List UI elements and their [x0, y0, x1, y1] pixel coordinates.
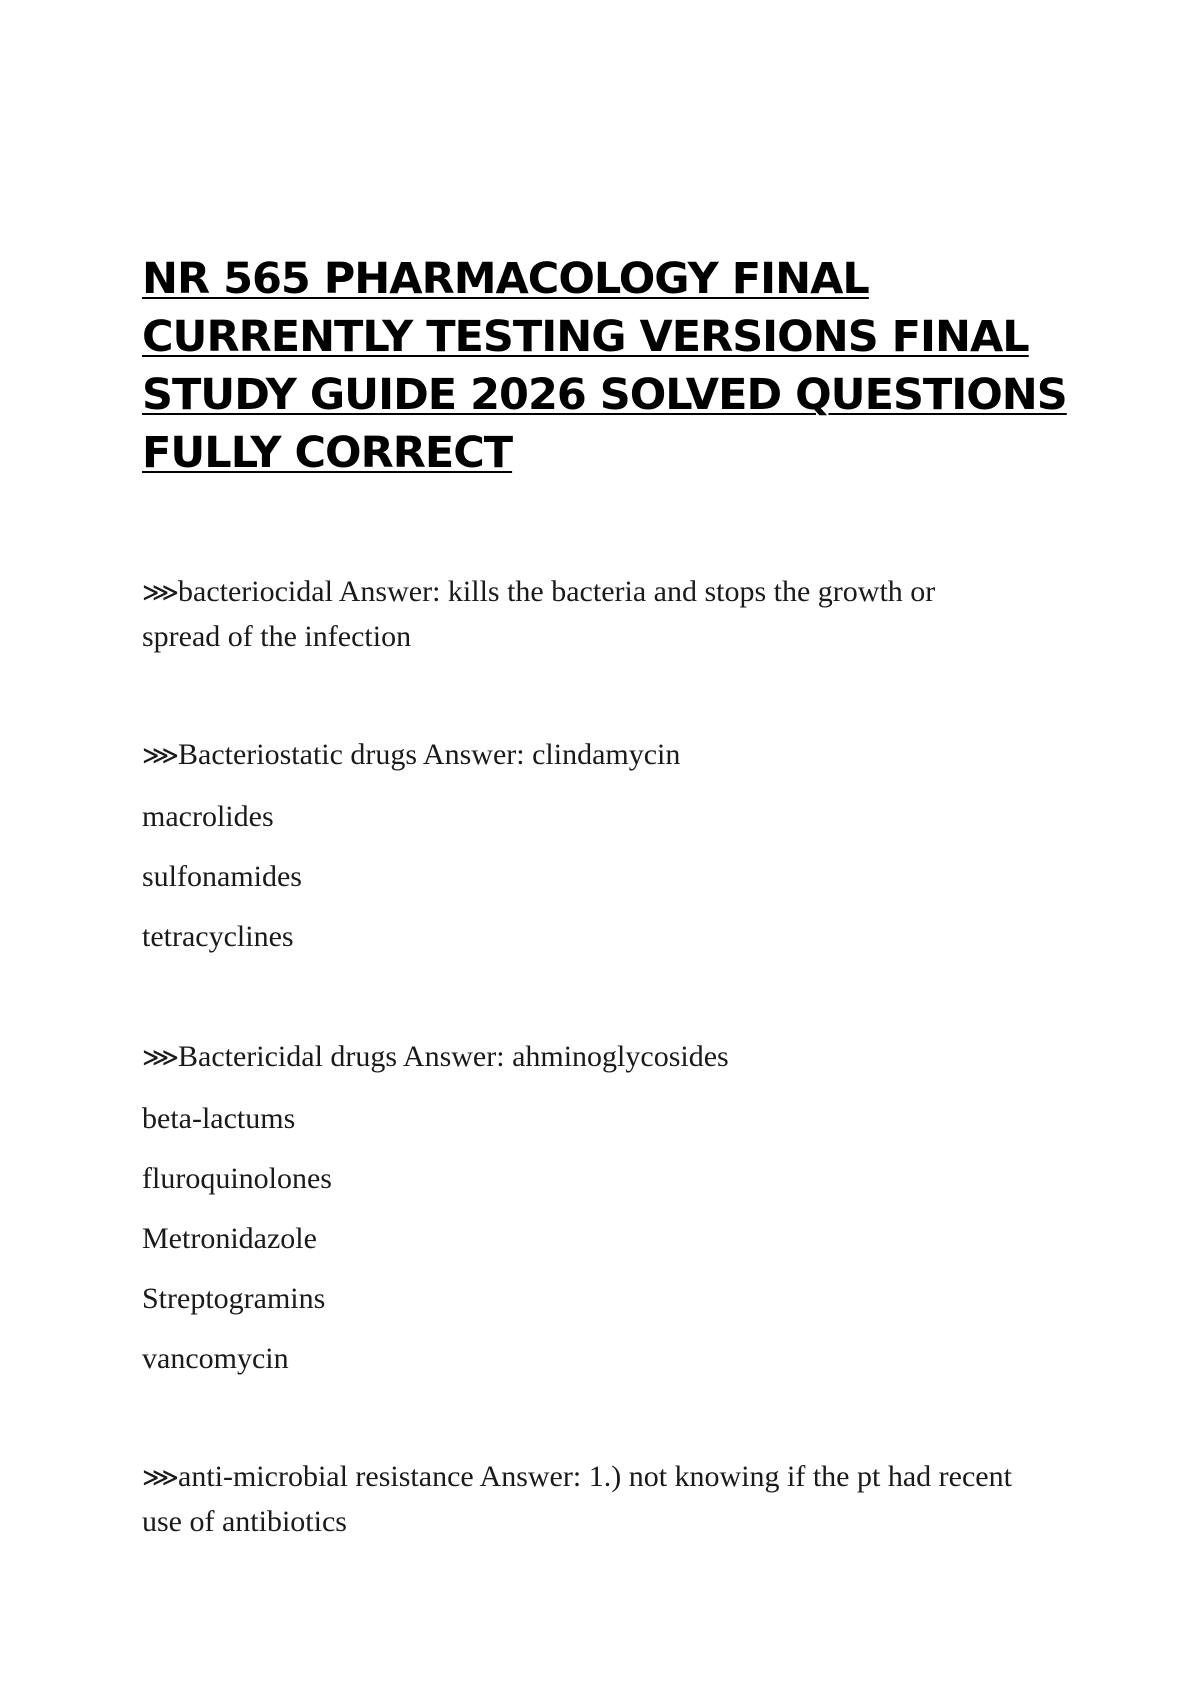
title-line: FULLY CORRECT — [142, 428, 513, 478]
arrow-bullet-icon: ⋙ — [142, 578, 179, 608]
question-line: ⋙anti-microbial resistance Answer: 1.) not knowing if the pt had recent — [142, 1455, 1082, 1500]
answer-continuation: spread of the infection — [142, 620, 412, 653]
answer-list-item: sulfonamides — [142, 860, 302, 893]
answer-continuation: use of antibiotics — [142, 1505, 347, 1538]
arrow-bullet-icon: ⋙ — [142, 1043, 179, 1073]
document-title — [142, 250, 1067, 482]
answer-list-item: beta-lactums — [142, 1102, 296, 1135]
qa-entry-bactericidal — [142, 1035, 1082, 1380]
question-line: ⋙Bactericidal drugs Answer: ahminoglycosides — [142, 1035, 1082, 1080]
question-line: ⋙bacteriocidal Answer: kills the bacteria and stops the growth or — [142, 570, 1082, 615]
answer-list-item: fluroquinolones — [142, 1162, 332, 1195]
title-line: STUDY GUIDE 2026 SOLVED QUESTIONS — [142, 370, 1067, 420]
title-line: NR 565 PHARMACOLOGY FINAL — [142, 254, 869, 304]
arrow-bullet-icon: ⋙ — [142, 741, 179, 771]
answer-list-item: vancomycin — [142, 1342, 289, 1375]
answer-list-item: tetracyclines — [142, 920, 294, 953]
answer-list-item: macrolides — [142, 800, 274, 833]
qa-entry-bacteriostatic — [142, 733, 1082, 958]
question-line: ⋙Bacteriostatic drugs Answer: clindamycin — [142, 733, 1082, 778]
qa-entry-antimicrobial-resistance — [142, 1455, 1082, 1543]
answer-list-item: Streptogramins — [142, 1282, 326, 1315]
qa-entry-bacteriocidal — [142, 570, 1082, 658]
answer-list-item: Metronidazole — [142, 1222, 317, 1255]
arrow-bullet-icon: ⋙ — [142, 1463, 179, 1493]
title-line: CURRENTLY TESTING VERSIONS FINAL — [142, 312, 1029, 362]
